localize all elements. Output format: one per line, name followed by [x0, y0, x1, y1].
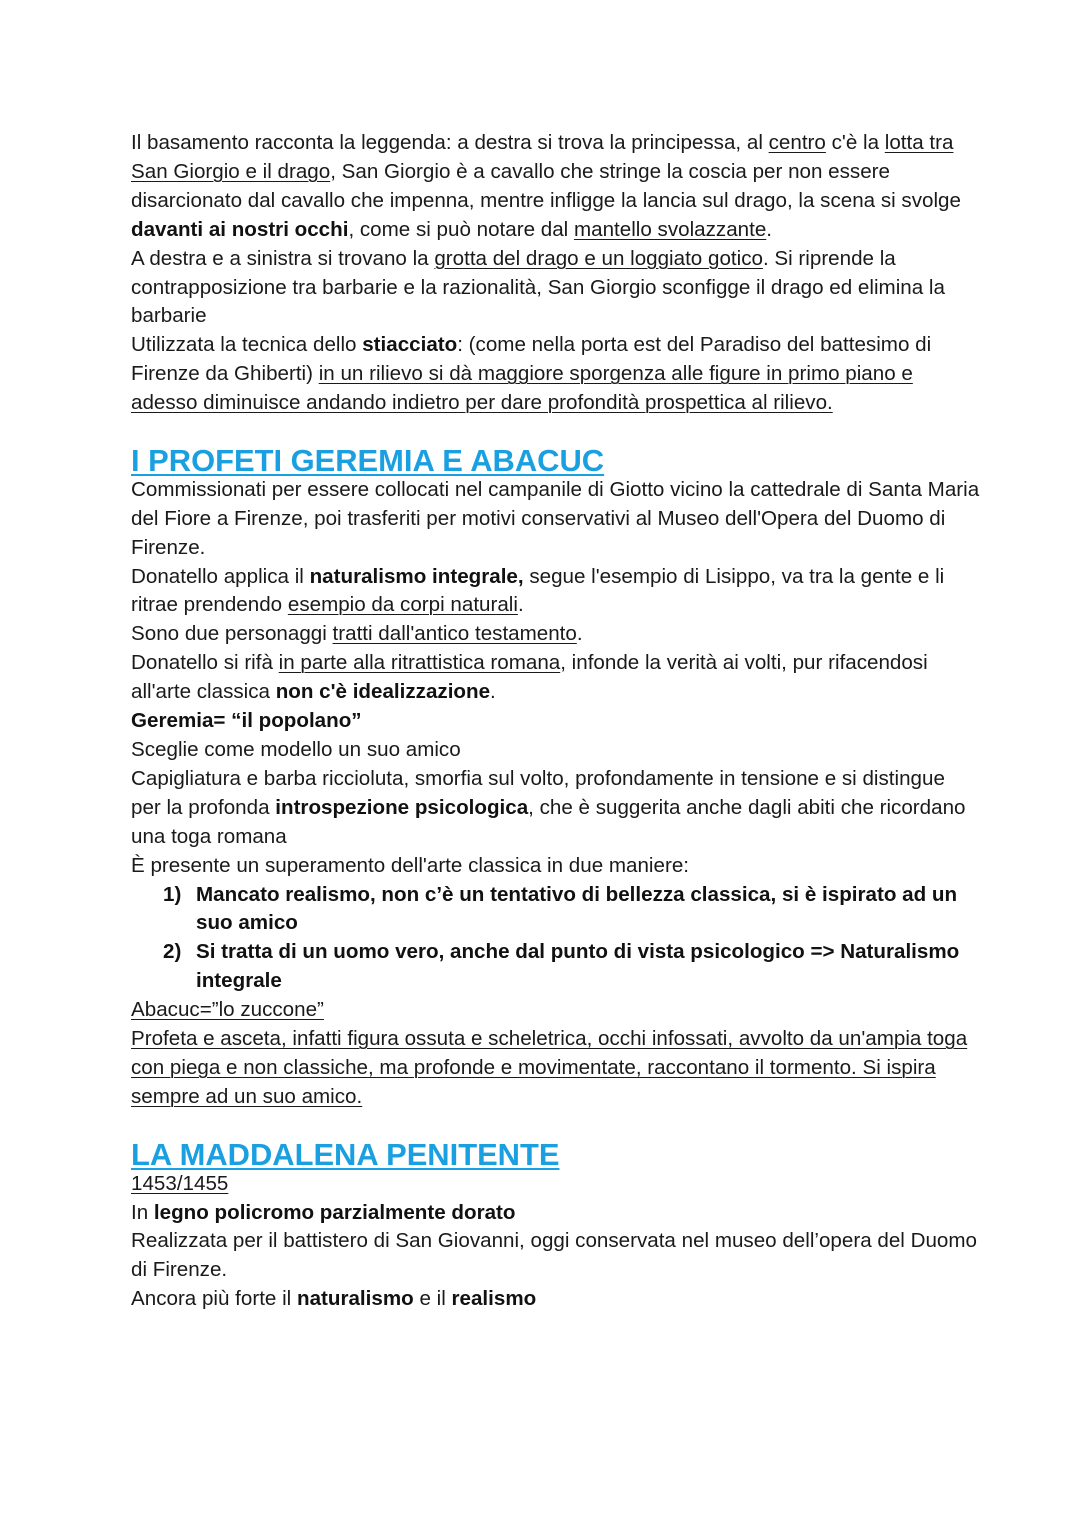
text-run: , come si può notare dal — [348, 217, 574, 241]
text-run: Donatello si rifà — [131, 651, 279, 675]
text-run: . — [517, 593, 524, 617]
bold-text: realismo — [451, 1287, 537, 1311]
text-run: . — [490, 680, 496, 704]
text-run: , che è suggerita anche dagli abiti che ricordano una toga romana — [131, 795, 966, 848]
text-run: In — [131, 1200, 154, 1224]
underlined-text: in parte alla ritrattistica romana — [278, 651, 561, 675]
list-item-text: Mancato realismo, non c’è un tentativo di bellezza classica, si è ispirato ad un suo amico — [196, 882, 958, 935]
underlined-text: Profeta e asceta, infatti figura ossuta e scheletrica, occhi infossati, avvolto da un'ampia toga con piega e non classiche, ma profonde e movimentate, raccontano il tormento. Si ispira sempre ad un suo amico. — [131, 1027, 968, 1108]
paragraph-modello: Sceglie come modello un suo amico — [131, 738, 461, 762]
text-run: Sono due personaggi — [131, 622, 333, 646]
text-run: . — [576, 622, 583, 646]
text-run: , San Giorgio è a cavallo che stringe la coscia per non essere disarcionato dal cavallo che impenna, mentre infligge la lancia sul drago, la scena si svolge — [131, 159, 961, 212]
text-run: Utilizzata la tecnica dello — [131, 333, 363, 357]
list-item-text: Si tratta di un uomo vero, anche dal punto di vista psicologico => Naturalismo integrale — [196, 940, 960, 993]
list-item — [131, 938, 980, 996]
text-run: A destra e a sinistra si trovano la — [131, 246, 435, 270]
text-run: e il — [413, 1287, 452, 1311]
bold-text: davanti ai nostri occhi — [131, 217, 349, 241]
section-heading-maddalena: LA MADDALENA PENITENTE — [131, 1136, 560, 1172]
paragraph-grotta — [131, 245, 980, 332]
bold-text: introspezione psicologica — [275, 795, 529, 819]
section-heading-profeti: I PROFETI GEREMIA E ABACUC — [131, 442, 605, 478]
paragraph-stiacciato — [131, 331, 980, 418]
paragraph-realismo — [131, 1285, 980, 1314]
paragraph-capigliatura — [131, 765, 980, 852]
bold-text: naturalismo integrale, — [309, 564, 524, 588]
paragraph-legno — [131, 1199, 980, 1228]
paragraph-naturalismo — [131, 563, 980, 621]
underlined-text: tratti dall'antico testamento — [332, 622, 577, 646]
paragraph-superamento: È presente un superamento dell'arte classica in due maniere: — [131, 853, 689, 877]
text-run: c'è la — [825, 131, 885, 154]
subheading-abacuc — [131, 996, 980, 1025]
list-item — [131, 881, 980, 939]
underlined-text: Abacuc=”lo zuccone” — [131, 998, 324, 1022]
text-run: : (come nella porta est del Paradiso del battesimo di Firenze da Ghiberti) — [131, 333, 932, 386]
text-run: segue l'esempio di Lisippo, va tra la gente e li ritrae prendendo — [131, 564, 945, 617]
date-line — [131, 1170, 980, 1199]
bold-text: stiacciato — [362, 333, 458, 357]
text-run: Capigliatura e barba riccioluta, smorfia sul volto, profondamente in tensione e si distingue per la profonda — [131, 766, 945, 819]
text-run: , infonde la verità ai volti, pur rifacendosi all'arte classica — [131, 651, 928, 704]
text-run: . — [766, 217, 773, 241]
paragraph-commissionati: Commissionati per essere collocati nel campanile di Giotto vicino la cattedrale di Santa Maria del Fiore a Firenze, poi trasferiti per motivi conservativi al Museo dell'Opera del Duomo di Firenze. — [131, 477, 980, 559]
underlined-text: lotta tra San Giorgio e il drago — [131, 131, 954, 183]
bold-text: non c'è idealizzazione — [275, 680, 491, 704]
paragraph-abacuc — [131, 1025, 980, 1112]
underlined-text: esempio da corpi naturali — [287, 593, 518, 617]
bold-text: Geremia= “il popolano” — [131, 709, 362, 733]
underlined-text: in un rilievo si dà maggiore sporgenza alle figure in primo piano e adesso diminuisce andando indietro per dare profondità prospettica al rilievo. — [131, 362, 913, 415]
list-number: 1) — [163, 882, 182, 906]
bold-text: legno policromo parzialmente dorato — [153, 1200, 516, 1224]
list-number: 2) — [163, 940, 182, 964]
text-run: Il basamento racconta la leggenda: a destra si trova la principessa, al — [131, 131, 769, 154]
text-run: Ancora più forte il — [131, 1287, 297, 1311]
text-run: Donatello applica il — [131, 564, 310, 588]
underlined-text: grotta del drago e un loggiato gotico — [434, 246, 763, 270]
underlined-text: mantello svolazzante — [573, 217, 767, 241]
bold-text: naturalismo — [296, 1287, 414, 1311]
subheading-geremia — [131, 707, 980, 736]
paragraph-basamento — [131, 129, 980, 245]
paragraph-personaggi — [131, 620, 980, 649]
paragraph-ritrattistica — [131, 649, 980, 707]
numbered-list — [131, 881, 980, 997]
text-run: . Si riprende la contrapposizione tra barbarie e la razionalità, San Giorgio sconfigge il drago ed elimina la barbarie — [131, 246, 945, 328]
underlined-text: 1453/1455 — [131, 1171, 229, 1195]
underlined-text: centro — [768, 131, 826, 154]
paragraph-battistero: Realizzata per il battistero di San Giovanni, oggi conservata nel museo dell’opera del Duomo di Firenze. — [131, 1229, 977, 1282]
